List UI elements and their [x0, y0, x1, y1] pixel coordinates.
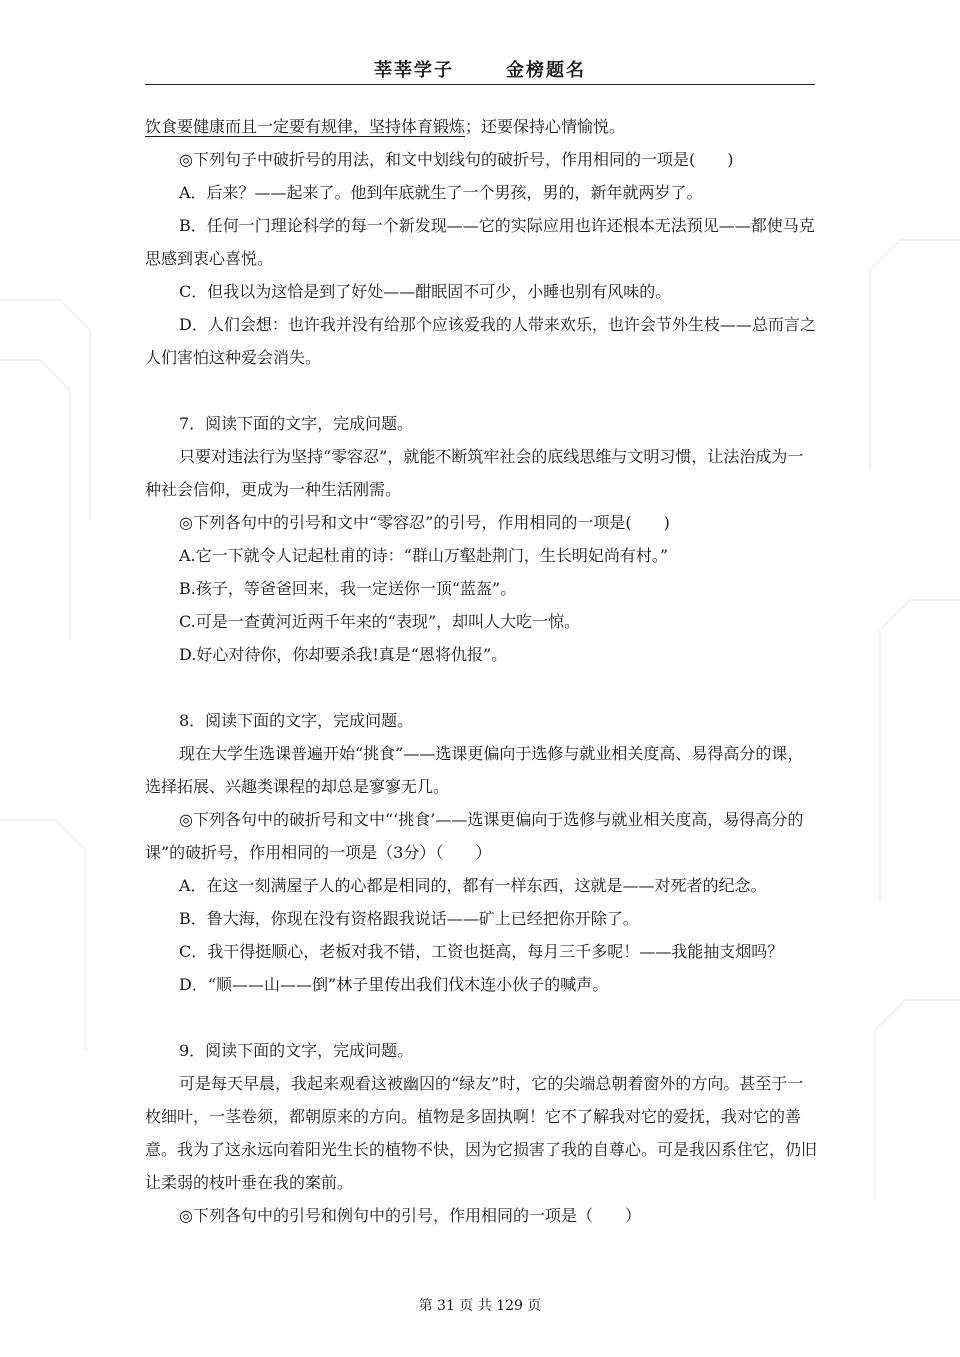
q7-passage: 只要对违法行为坚持“零容忍”，就能不断筑牢社会的底线思维与文明习惯，让法治成为一种社会信仰，更成为一种生活刚需。: [145, 447, 804, 499]
page-footer: 第 31 页 共 129 页: [418, 1298, 542, 1314]
q9-passage: 可是每天早晨，我起来观看这被幽囚的“绿友”时，它的尖端总朝着窗外的方向。甚至于一枚细叶，一茎卷须，都朝原来的方向。植物是多固执啊！它不了解我对它的爱抚，我对它的善意。我为了这永远向着阳光生长的植物不快，因为它损害了我的自尊心。可是我囚系住它，仍旧让柔弱的枝叶垂在我的案前。: [145, 1074, 818, 1192]
q9-title: 9．阅读下面的文字，完成问题。: [179, 1041, 414, 1060]
q8-title: 8．阅读下面的文字，完成问题。: [179, 711, 414, 730]
underlined-sentence: 饮食要健康而且一定要有规律，坚持体育锻炼: [145, 117, 466, 136]
q7-option-c: C.可是一查黄河近两千年来的“表现”，却叫人大吃一惊。: [179, 612, 581, 631]
q8-option-b: B．鲁大海，你现在没有资格跟我说话——矿上已经把你开除了。: [179, 909, 639, 928]
q6-prompt: ◎下列句子中破折号的用法，和文中划线句的破折号，作用相同的一项是( ): [179, 150, 734, 169]
q8-prompt: ◎下列各句中的破折号和文中“‘挑食’——选课更偏向于选修与就业相关度高，易得高分的课”的破折号，作用相同的一项是（3分）（ ）: [145, 810, 804, 862]
q8-passage: 现在大学生选课普遍开始“挑食”——选课更偏向于选修与就业相关度高、易得高分的课，选择拓展、兴趣类课程的却总是寥寥无几。: [145, 744, 804, 796]
q7-option-b: B.孩子，等爸爸回来，我一定送你一顶“蓝盔”。: [179, 579, 517, 598]
q7-option-d: D.好心对待你，你却要杀我!真是“恩将仇报”。: [179, 645, 508, 664]
header-right: 金榜题名: [506, 60, 586, 81]
sentence-rest: ；还要保持心情愉悦。: [465, 117, 626, 136]
q7-title: 7．阅读下面的文字，完成问题。: [179, 414, 414, 433]
q7-prompt: ◎下列各句中的引号和文中“零容忍”的引号，作用相同的一项是( ): [179, 513, 670, 532]
q6-option-b: B．任何一门理论科学的每一个新发现——它的实际应用也许还根本无法预见——都使马克思感到衷心喜悦。: [145, 216, 815, 268]
q8-option-d: D．“顺——山——倒”林子里传出我们伐木连小伙子的喊声。: [179, 975, 609, 994]
header-left: 莘莘学子: [374, 60, 454, 81]
q8-option-c: C．我干得挺顺心，老板对我不错，工资也挺高，每月三千多呢！——我能抽支烟吗？: [179, 942, 784, 961]
document-body: [145, 110, 817, 1232]
q9-prompt: ◎下列各句中的引号和例句中的引号，作用相同的一项是（ ）: [179, 1206, 641, 1225]
q7-option-a: A.它一下就令人记起杜甫的诗：“群山万壑赴荆门，生长明妃尚有村。”: [179, 546, 669, 565]
page-header: [145, 56, 815, 85]
q8-option-a: A．在这一刻满屋子人的心都是相同的，都有一样东西，这就是——对死者的纪念。: [179, 876, 767, 895]
q6-option-c: C．但我以为这恰是到了好处——酣眠固不可少，小睡也别有风味的。: [179, 282, 672, 301]
q6-option-a: A．后来？——起来了。他到年底就生了一个男孩，男的，新年就两岁了。: [179, 183, 703, 202]
q6-option-d: D．人们会想：也许我并没有给那个应该爱我的人带来欢乐，也许会节外生枝——总而言之人们害怕这种爱会消失。: [145, 315, 816, 367]
